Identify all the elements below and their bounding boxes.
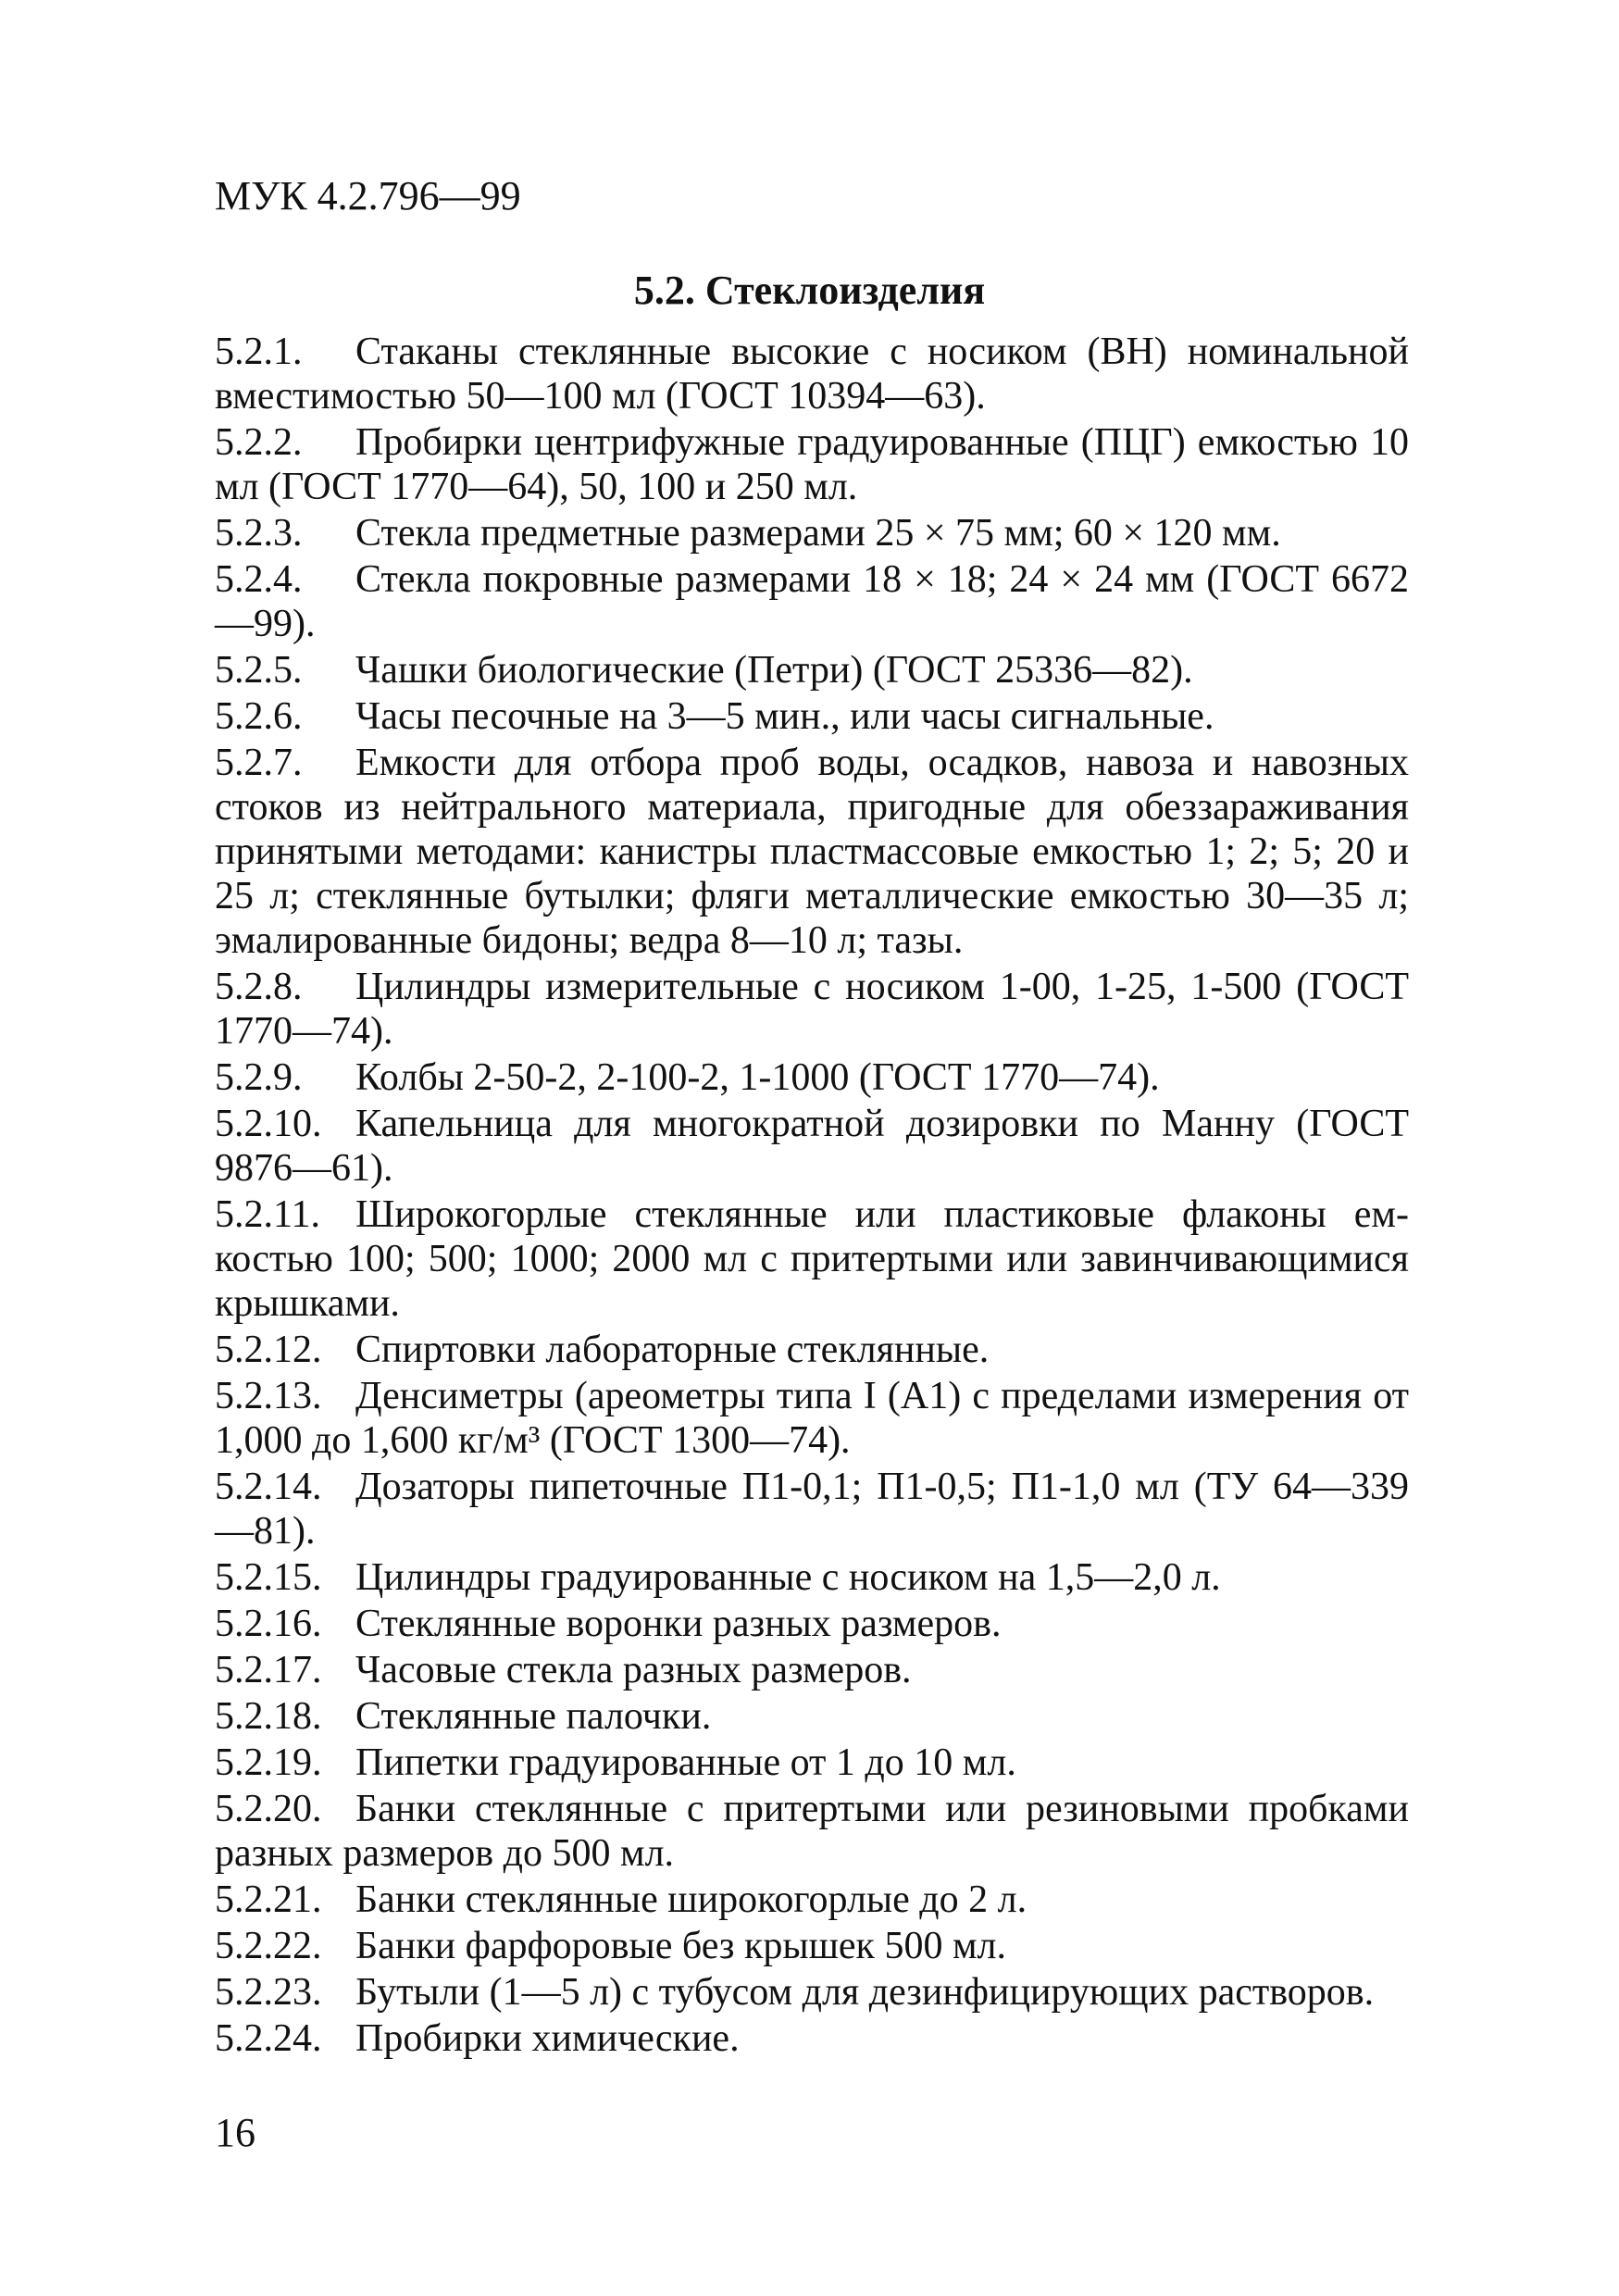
item-number: 5.2.24. [215,2017,322,2060]
item-text: Чашки биологические (Петри) (ГОСТ 25336—82). [355,649,1193,692]
list-item [215,1465,1409,1554]
item-number: 5.2.13. [215,1375,322,1417]
list-item [215,1374,1409,1463]
item-number: 5.2.6. [215,695,303,738]
list-item [215,1787,1409,1876]
list-item [215,694,1409,739]
item-text: Стаканы стеклянные высокие с носиком (ВН) номинальной вместимостью 50—100 мл (ГОСТ 10394—63). [215,331,1409,418]
item-number: 5.2.16. [215,1603,322,1645]
item-text: Часовые стекла разных размеров. [355,1649,912,1691]
list-item [215,1970,1409,2015]
list-item [215,1878,1409,1922]
item-number: 5.2.5. [215,649,303,692]
list-item [215,557,1409,646]
item-number: 5.2.10. [215,1103,322,1145]
list-item [215,330,1409,418]
item-text: Банки стеклянные с притертыми или резиновыми пробками разных размеров до 500 мл. [215,1788,1409,1875]
item-text: Капельница для многократной дозировки по Манну (ГОСТ 9876—61). [215,1103,1409,1190]
item-text: Пипетки градуированные от 1 до 10 мл. [355,1741,1016,1784]
item-number: 5.2.18. [215,1695,322,1738]
list-item [215,1648,1409,1692]
item-number: 5.2.9. [215,1056,303,1099]
list-item [215,1102,1409,1191]
item-text: Денсиметры (ареометры типа I (А1) с пределами измерения от 1,000 до 1,600 кг/м³ (ГОСТ 1300—74). [215,1375,1409,1462]
item-text: Часы песочные на 3—5 мин., или часы сигнальные. [355,695,1214,738]
item-number: 5.2.20. [215,1788,322,1830]
item-text: Цилиндры градуированные с носиком на 1,5—2,0 л. [355,1556,1221,1599]
item-text: Стеклянные палочки. [355,1695,712,1738]
list-item [215,648,1409,693]
list-item [215,1555,1409,1600]
item-number: 5.2.17. [215,1649,322,1691]
item-text: Банки стеклянные широкогорлые до 2 л. [355,1878,1027,1921]
section-title: 5.2. Стеклоизделия [633,268,986,313]
list-item [215,1924,1409,1968]
item-number: 5.2.23. [215,1971,322,2014]
item-text: Стекла предметные размерами 25 × 75 мм; 60 × 120 мм. [355,512,1281,555]
list-item [215,741,1409,963]
item-number: 5.2.21. [215,1878,322,1921]
item-text: Стекла покровные размерами 18 × 18; 24 × 24 мм (ГОСТ 6672—99). [215,558,1409,645]
item-text: Дозаторы пипеточные П1-0,1; П1-0,5; П1-1,0 мл (ТУ 64—339—81). [215,1466,1409,1553]
list-item [215,1602,1409,1646]
item-number: 5.2.3. [215,512,303,555]
item-number: 5.2.2. [215,421,303,464]
list-item [215,1328,1409,1372]
item-number: 5.2.1. [215,331,303,373]
item-text: Цилиндры измерительные с носиком 1-00, 1-25, 1-500 (ГОСТ 1770—74). [215,966,1409,1053]
items-list [215,330,1409,2063]
item-number: 5.2.8. [215,966,303,1008]
item-number: 5.2.14. [215,1466,322,1508]
item-text: Емкости для отбора проб воды, осадков, навоза и навозных стоков из нейтрального материала, пригодные для обеззараживания принятыми методами: канистры пластмассовые емкостью 1; 2; 5; 20 и 25 л; стеклянные бутылки; фляги металлические емкостью 30—35 л; эмалированные бидоны; ведра 8—10 л; тазы. [215,742,1409,962]
list-item [215,420,1409,509]
item-number: 5.2.22. [215,1925,322,1967]
item-text: Бутыли (1—5 л) с тубусом для дезинфицирующих растворов. [355,1971,1375,2014]
item-text: Колбы 2-50-2, 2-100-2, 1-1000 (ГОСТ 1770—74). [355,1056,1160,1099]
item-text: Пробирки центрифужные градуированные (ПЦГ) емкостью 10 мл (ГОСТ 1770—64), 50, 100 и 250 мл. [215,421,1409,508]
document-code: МУК 4.2.796—99 [215,173,521,218]
item-number: 5.2.19. [215,1741,322,1784]
item-number: 5.2.4. [215,558,303,601]
item-text: Спиртовки лабораторные стеклянные. [355,1329,990,1371]
item-number: 5.2.7. [215,742,303,784]
list-item [215,965,1409,1054]
list-item [215,1694,1409,1739]
item-text: Широкогорлые стеклянные или пластиковые флаконы емкостью 100; 500; 1000; 2000 мл с притертыми или завинчивающимися крышками. [215,1193,1409,1325]
page-number: 16 [215,2110,255,2155]
list-item [215,1055,1409,1100]
item-number: 5.2.15. [215,1556,322,1599]
item-text: Стеклянные воронки разных размеров. [355,1603,1002,1645]
item-number: 5.2.11. [215,1193,320,1236]
list-item [215,1192,1409,1326]
list-item [215,2016,1409,2061]
item-text: Банки фарфоровые без крышек 500 мл. [355,1925,1006,1967]
list-item [215,1741,1409,1785]
item-text: Пробирки химические. [355,2017,740,2060]
list-item [215,511,1409,555]
item-number: 5.2.12. [215,1329,322,1371]
